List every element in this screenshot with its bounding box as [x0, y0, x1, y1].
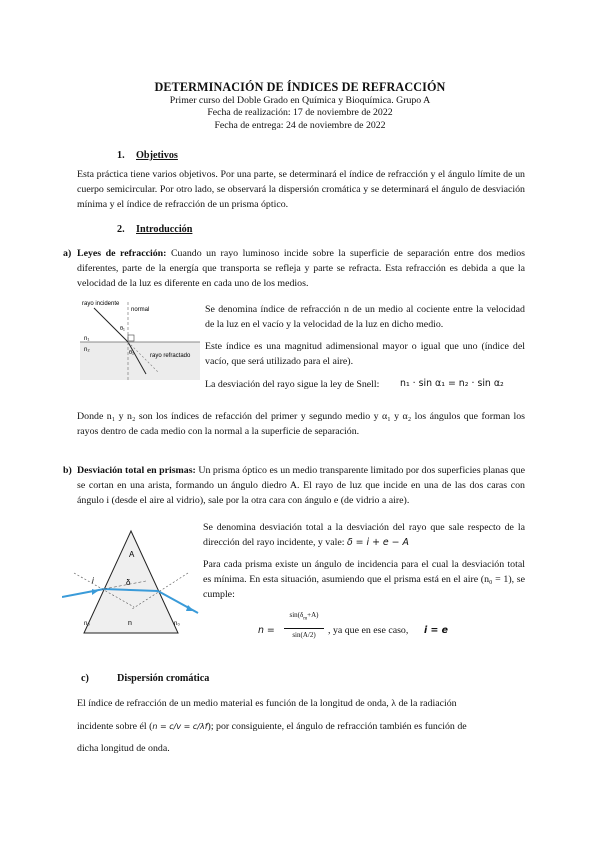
item-b-marker: b): [63, 465, 72, 476]
label-delta: δ: [126, 578, 131, 587]
dispersion-line-2: [77, 719, 525, 734]
incident-ray: [94, 308, 128, 342]
refractive-index-property: Este índice es una magnitud adimensional mayor o igual que uno (índice del vacío, que será utilizado para el aire).: [205, 341, 525, 367]
item-a-paragraph: [77, 246, 525, 291]
date-done: Fecha de realización: 17 de noviembre de 2022: [207, 107, 393, 118]
dispersion-inline-formula: n = c/v = c/λf: [152, 722, 208, 731]
incident-ray: [62, 589, 104, 597]
total-deviation-text: Se denomina desviación total a la desviación del rayo que sale respecto de la dirección del rayo incidente, y vale:: [203, 522, 525, 548]
formula-denominator: sin(A/2): [292, 631, 316, 639]
label-n1: n₁: [84, 336, 90, 342]
label-n: n: [128, 620, 132, 627]
snell-law-formula: n₁ · sin α₁ = n₂ · sin α₂: [400, 378, 504, 389]
date-due: Fecha de entrega: 24 de noviembre de 2022: [214, 120, 386, 131]
item-b-paragraph: [77, 463, 525, 508]
medium-2-shade: [80, 342, 200, 380]
fraction-bar: [284, 628, 324, 629]
dispersion-line-2b: ); por consiguiente, el ángulo de refracción también es función de: [207, 721, 467, 732]
item-c-heading: Dispersión cromática: [117, 673, 210, 684]
label-i: i: [92, 576, 94, 585]
formula-numerator: $\sin(\delta_m+A)$: [289, 611, 319, 622]
item-a-text: Cuando un rayo luminoso incide sobre la superficie de separación entre dos medios diferentes, parte de la energía que transporta se refleja y parte se refracta. Esta refracción es debida a que la velocidad de la luz es diferente en cada uno de los medios.: [77, 248, 526, 289]
dispersion-line-2a: incidente sobre él (: [77, 721, 153, 732]
section-1-text: Esta práctica tiene varios objetivos. Por una parte, se determinará el índice de refracción y el ángulo límite de un cuerpo semicircular. Por otro lado, se observará la dispersión cromática y se determinará el ángulo de desviación mínima y el índice de refracción de un prisma óptico.: [77, 169, 525, 210]
document-title: DETERMINACIÓN DE ÍNDICES DE REFRACCIÓN: [154, 80, 446, 94]
formula-numerator-text: sin(: [289, 611, 300, 619]
total-deviation-definition: [203, 520, 525, 550]
section-1-number: 1.: [117, 150, 125, 161]
minimum-deviation-text: Para cada prisma existe un ángulo de incidencia para el cual la desviación total es mínima. En esta situación, asumiendo que el prisma está en el aire (n₀ = 1), se cumple:: [203, 559, 525, 600]
formula-n-lhs: n =: [258, 625, 275, 636]
prism-figure: [62, 525, 200, 637]
snell-explanation: Donde n₁ y n₂ son los índices de refacción del primer y segundo medio y α₁ y α₂ los ángulos que forman los rayos dentro de cada medio con la normal a la superficie de separación.: [77, 411, 525, 437]
refractive-index-definition: Se denomina índice de refracción n de un medio al cociente entre la velocidad de la luz en el vacío y la velocidad de la luz en dicho medio.: [205, 304, 525, 330]
label-theta1: θ₁: [120, 326, 125, 332]
course-line: Primer curso del Doble Grado en Química y Bioquímica. Grupo A: [169, 95, 431, 106]
item-b-text: Un prisma óptico es un medio transparente limitado por dos superficies planas que se cortan en una arista, formando un ángulo diedro A. El rayo de luz que incide en una de las dos caras con ángulo i (desde el aire al vidrio), sale por la otra cara con ángulo e (de vidrio a aire).: [77, 465, 526, 506]
formula-denominator-text: sin(: [292, 631, 303, 639]
section-2-number: 2.: [117, 224, 125, 235]
formula-tail: , ya que en ese caso,: [328, 625, 409, 636]
label-n2: n₂: [84, 347, 90, 353]
label-n0-left: n₀: [84, 621, 90, 627]
prism-shape: [84, 531, 178, 633]
label-refracted: rayo refractado: [150, 353, 191, 359]
section-2-heading: Introducción: [136, 224, 193, 235]
total-deviation-formula: δ = i + e − A: [346, 537, 409, 548]
dispersion-line-1: El índice de refracción de un medio material es función de la longitud de onda, λ de la radiación: [77, 698, 457, 709]
section-1-heading: Objetivos: [136, 150, 178, 161]
label-incident: rayo incidente: [82, 301, 120, 307]
item-b-bold: Desviación total en prismas:: [77, 465, 196, 476]
item-a-bold: Leyes de refracción:: [77, 248, 167, 259]
dispersion-line-3: dicha longitud de onda.: [77, 743, 170, 754]
label-normal: normal: [131, 307, 150, 313]
emergent-arrow: [186, 605, 194, 611]
label-angle-A: A: [129, 550, 135, 559]
formula-i-equals-e: i = e: [424, 625, 448, 636]
snell-intro: La desviación del rayo sigue la ley de Snell:: [205, 379, 380, 390]
label-theta2: θ₂: [129, 350, 135, 356]
right-angle-mark: [128, 335, 134, 341]
refraction-figure: [80, 296, 200, 380]
item-a-marker: a): [63, 248, 72, 259]
label-n0-right: n₀: [174, 621, 180, 627]
item-c-marker: c): [81, 673, 89, 684]
